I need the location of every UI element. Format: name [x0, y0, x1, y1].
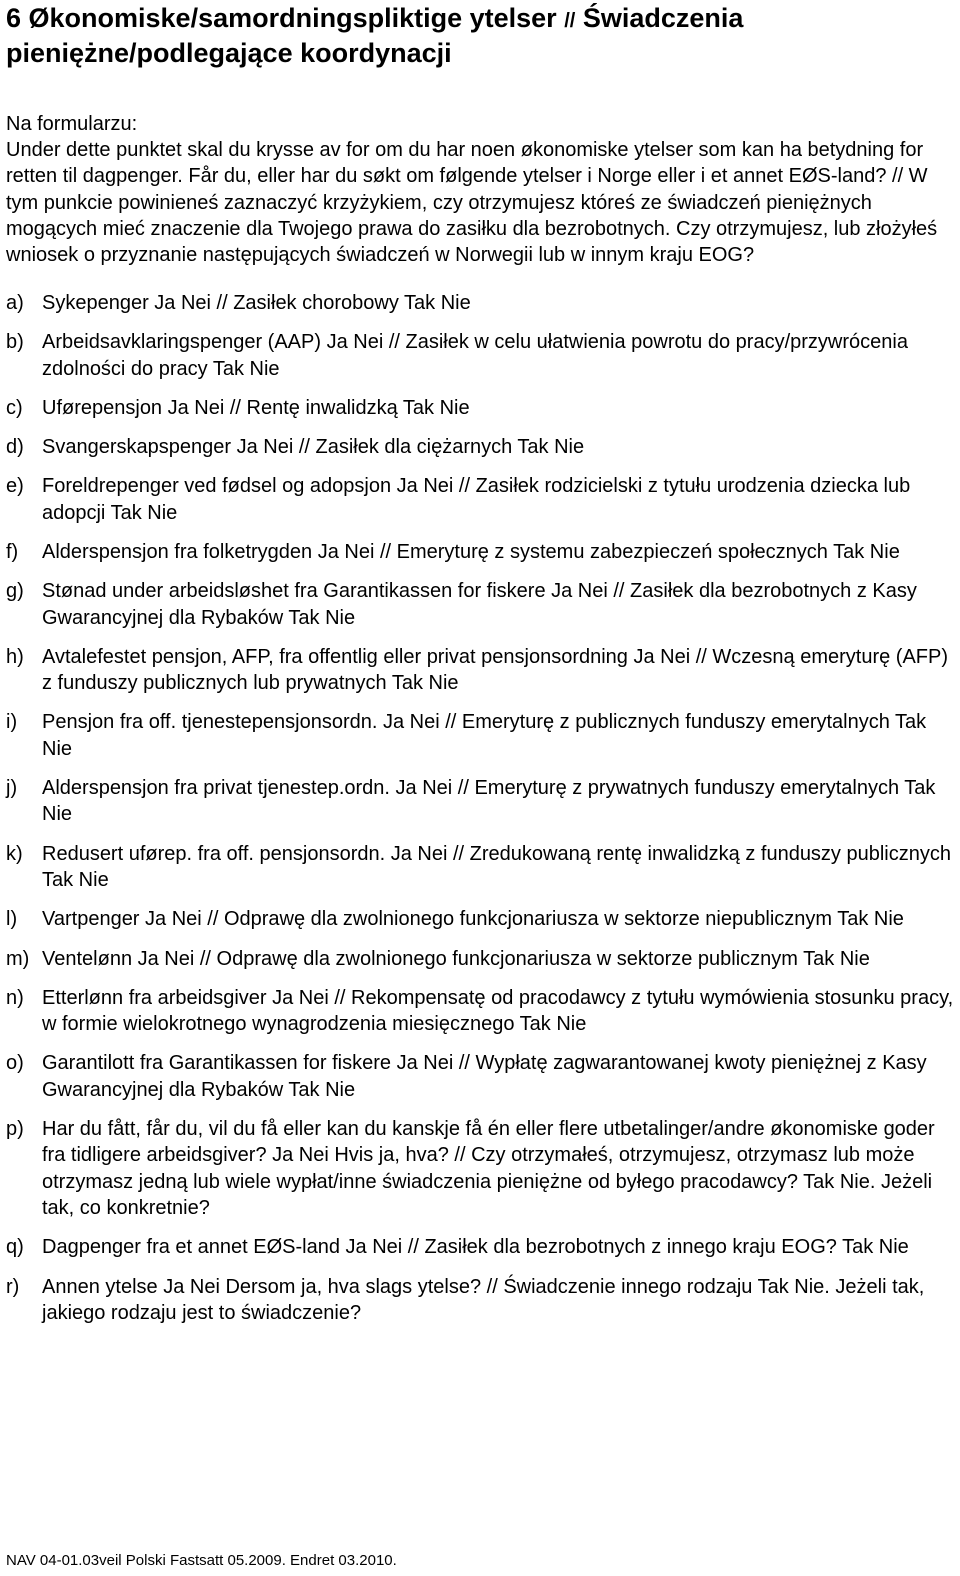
- list-item: [6, 906, 956, 932]
- list-item: [6, 946, 956, 972]
- section-title: [6, 0, 956, 69]
- list-item: [6, 841, 956, 894]
- list-item: [6, 1116, 956, 1222]
- list-item-text: Uførepensjon Ja Nei // Rentę inwalidzką Tak Nie: [42, 397, 470, 420]
- list-item-text: Har du fått, får du, vil du få eller kan du kanskje få én eller flere utbetalinger/andre økonomiske goder fra tidligere arbeidsgiver? Ja Nei Hvis ja, hva? // Czy otrzymałeś, otrzymujesz, otrzymasz lub może otrzymasz jedną lub wiele wypłat/inne świadczenia pieniężne od byłego pracodawcy? Tak Nie. Jeżeli tak, co konkretnie?: [42, 1117, 935, 1220]
- list-item-letter: h): [6, 645, 24, 668]
- list-item: [6, 539, 956, 565]
- list-item-text: Foreldrepenger ved fødsel og adopsjon Ja Nei // Zasiłek rodzicielski z tytułu urodzenia dziecka lub adopcji Tak Nie: [42, 475, 911, 524]
- list-item-letter: q): [6, 1236, 24, 1259]
- list-item-text: Svangerskapspenger Ja Nei // Zasiłek dla ciężarnych Tak Nie: [42, 436, 585, 459]
- intro-block: [6, 111, 956, 268]
- section-title-polish: Świadczenia pieniężne/podlegające koordynacji: [6, 3, 744, 68]
- list-item: [6, 1234, 956, 1260]
- list-item-text: Arbeidsavklaringspenger (AAP) Ja Nei // Zasiłek w celu ułatwienia powrotu do pracy/przywrócenia zdolności do pracy Tak Nie: [42, 331, 908, 380]
- list-item-text: Pensjon fra off. tjenestepensjonsordn. Ja Nei // Emeryturę z publicznych funduszy emerytalnych Tak Nie: [42, 711, 927, 760]
- list-item-text: Vartpenger Ja Nei // Odprawę dla zwolnionego funkcjonariusza w sektorze niepublicznym Tak Nie: [42, 908, 904, 931]
- list-item-letter: p): [6, 1117, 24, 1140]
- list-item: [6, 329, 956, 382]
- list-item-letter: f): [6, 541, 19, 564]
- list-item-letter: i): [6, 711, 18, 734]
- list-item-text: Garantilott fra Garantikassen for fiskere Ja Nei // Wypłatę zagwarantowanej kwoty pieniężnej z Kasy Gwarancyjnej dla Rybaków Tak Nie: [42, 1052, 927, 1101]
- list-item-letter: l): [6, 908, 18, 931]
- list-item-letter: a): [6, 292, 24, 315]
- list-item-letter: o): [6, 1052, 24, 1075]
- list-item-letter: b): [6, 331, 24, 354]
- list-item-text: Sykepenger Ja Nei // Zasiłek chorobowy Tak Nie: [42, 292, 471, 315]
- footer-text: NAV 04-01.03veil Polski Fastsatt 05.2009. Endret 03.2010.: [6, 1552, 397, 1569]
- list-item: [6, 644, 956, 697]
- list-item-letter: j): [6, 777, 18, 800]
- list-item-text: Alderspensjon fra folketrygden Ja Nei // Emeryturę z systemu zabezpieczeń społecznych Tak Nie: [42, 541, 900, 564]
- list-item-letter: k): [6, 842, 23, 865]
- list-item: [6, 1050, 956, 1103]
- intro-label: Na formularzu:: [6, 113, 138, 135]
- list-item: [6, 290, 956, 316]
- list-item-text: Annen ytelse Ja Nei Dersom ja, hva slags ytelse? // Świadczenie innego rodzaju Tak Nie. Jeżeli tak, jakiego rodzaju jest to świadczenie?: [42, 1275, 925, 1324]
- list-item-text: Ventelønn Ja Nei // Odprawę dla zwolnionego funkcjonariusza w sektorze publicznym Tak Nie: [42, 947, 870, 970]
- document-page: [6, 0, 956, 1339]
- list-item: [6, 395, 956, 421]
- list-item: [6, 578, 956, 631]
- list-item: [6, 1274, 956, 1327]
- list-item-letter: m): [6, 947, 30, 970]
- intro-text: Under dette punktet skal du krysse av for om du har noen økonomiske ytelser som kan ha betydning for retten til dagpenger. Får du, eller har du søkt om følgende ytelser i Norge eller i et annet EØS-land? // W tym punkcie powinieneś zaznaczyć krzyżykiem, czy otrzymujesz któreś ze świadczeń pieniężnych mogących mieć znaczenie dla Twojego prawa do zasiłku dla bezrobotnych. Czy otrzymujesz, lub złożyłeś wniosek o przyznanie następujących świadczeń w Norwegii lub w innym kraju EOG?: [6, 139, 938, 267]
- list-item-letter: g): [6, 580, 24, 603]
- list-item-text: Etterlønn fra arbeidsgiver Ja Nei // Rekompensatę od pracodawcy z tytułu wymówienia stosunku pracy, w formie wielokrotnego wynagrodzenia miesięcznego Tak Nie: [42, 986, 954, 1036]
- section-title-norwegian: 6 Økonomiske/samordningspliktige ytelser: [6, 3, 565, 33]
- list-item-text: Redusert uførep. fra off. pensjonsordn. Ja Nei // Zredukowaną rentę inwalidzką z funduszy publicznych Tak Nie: [42, 842, 951, 892]
- list-item-text: Dagpenger fra et annet EØS-land Ja Nei // Zasiłek dla bezrobotnych z innego kraju EOG? Tak Nie: [42, 1236, 909, 1259]
- benefit-list: [6, 290, 956, 1326]
- list-item-letter: n): [6, 986, 24, 1009]
- list-item-letter: e): [6, 475, 24, 498]
- section-title-separator: //: [564, 10, 576, 32]
- list-item: [6, 473, 956, 526]
- list-item-letter: d): [6, 436, 24, 459]
- list-item-text: Avtalefestet pensjon, AFP, fra offentlig eller privat pensjonsordning Ja Nei // Wczesną emeryturę (AFP) z funduszy publicznych lub prywatnych Tak Nie: [42, 645, 949, 695]
- list-item: [6, 434, 956, 460]
- list-item-letter: c): [6, 397, 23, 420]
- list-item: [6, 775, 956, 828]
- list-item: [6, 985, 956, 1038]
- list-item: [6, 709, 956, 762]
- list-item-text: Alderspensjon fra privat tjenestep.ordn. Ja Nei // Emeryturę z prywatnych funduszy emerytalnych Tak Nie: [42, 777, 936, 826]
- list-item-text: Stønad under arbeidsløshet fra Garantikassen for fiskere Ja Nei // Zasiłek dla bezrobotnych z Kasy Gwarancyjnej dla Rybaków Tak Nie: [42, 580, 917, 629]
- list-item-letter: r): [6, 1275, 20, 1298]
